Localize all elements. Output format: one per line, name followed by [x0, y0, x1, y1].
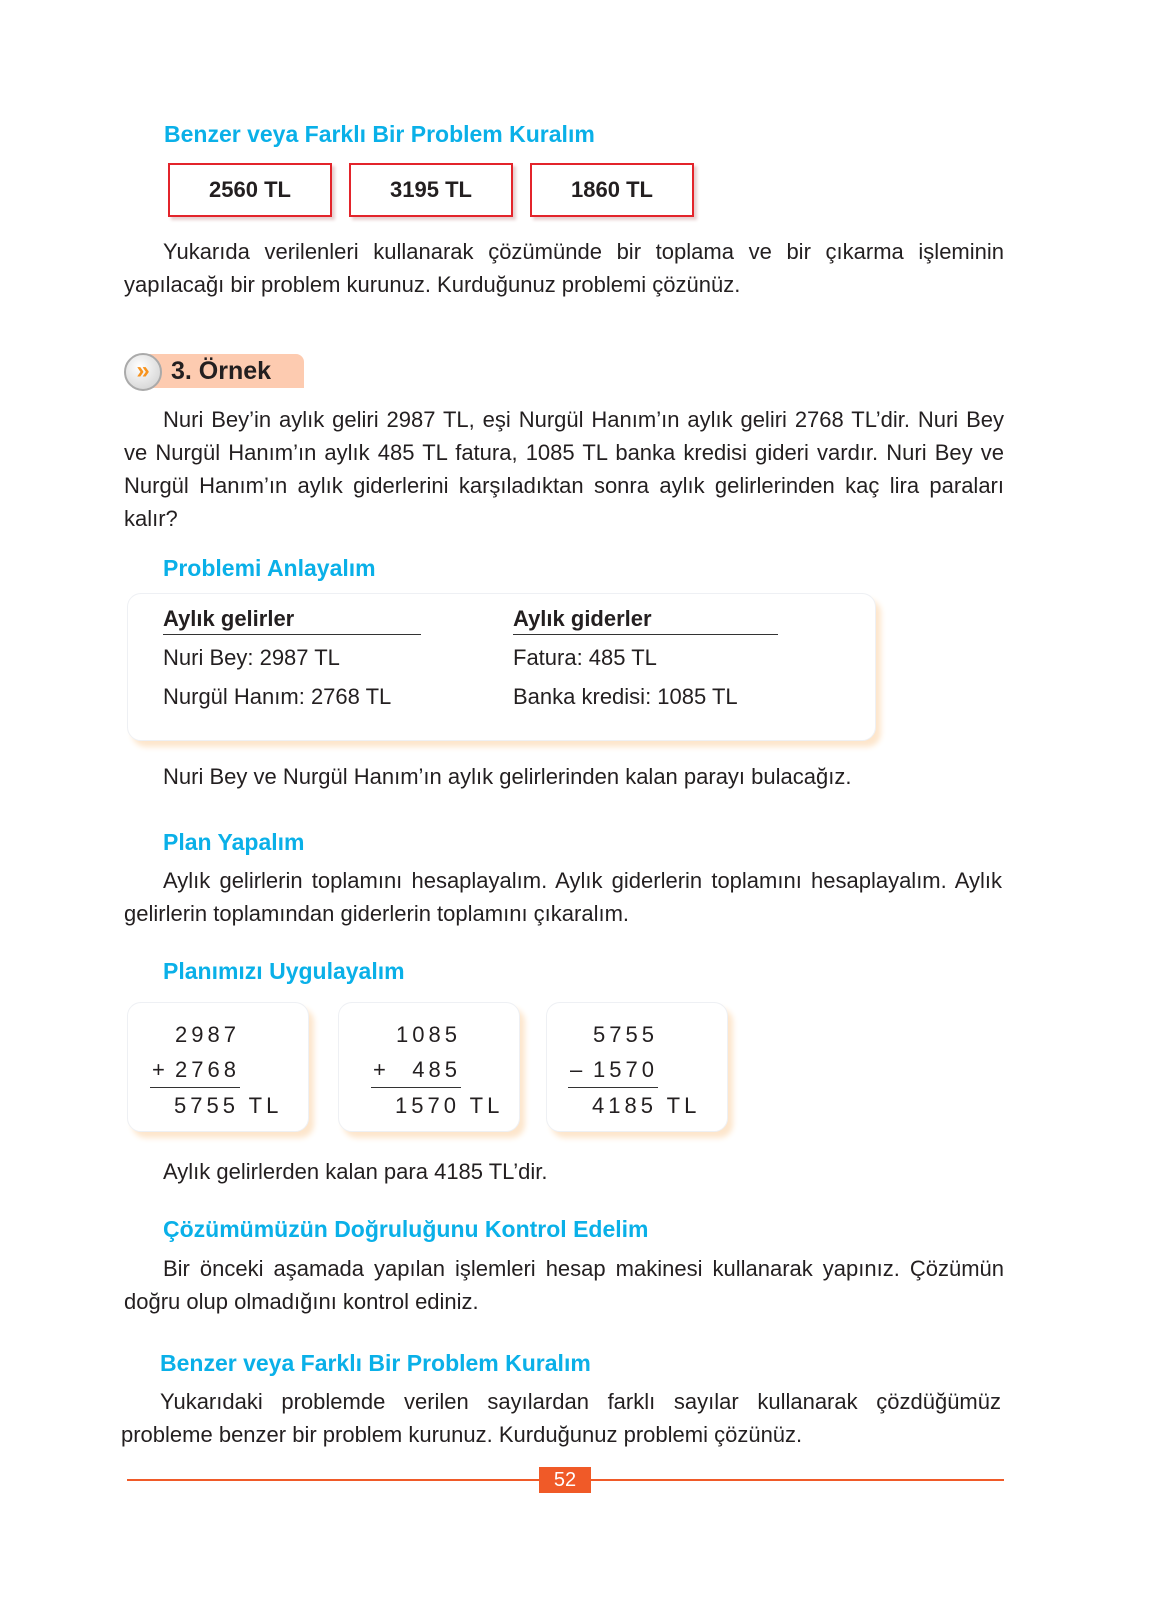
income-column — [163, 606, 421, 723]
result: 5755 TL — [150, 1087, 240, 1123]
plus-sign: + — [152, 1057, 169, 1082]
section-heading: Problemi Anlayalım — [163, 555, 376, 581]
result: 1570 TL — [371, 1087, 461, 1123]
section-heading: Plan Yapalım — [163, 829, 305, 855]
operation-card — [127, 1002, 309, 1132]
subtraction — [570, 1017, 701, 1123]
addition — [373, 1017, 504, 1123]
income-item: Nurgül Hanım: 2768 TL — [163, 684, 392, 709]
result: 4185 TL — [568, 1087, 658, 1123]
paragraph: Aylık gelirlerin toplamını hesaplayalım. Aylık giderlerin toplamını hesaplayalım. Aylık gelirlerin toplamından giderlerin toplamını çıkaralım. — [124, 868, 1002, 926]
paragraph: Yukarıda verilenleri kullanarak çözümünde bir toplama ve bir çıkarma işleminin yapılacağı bir problem kurunuz. Kurduğunuz problemi çözünüz. — [124, 239, 1004, 297]
operand: 1085 — [396, 1022, 461, 1047]
conclusion-text: Aylık gelirlerden kalan para 4185 TL’dir. — [163, 1159, 548, 1184]
expense-item: Fatura: 485 TL — [513, 645, 657, 670]
operation-card — [546, 1002, 728, 1132]
section-heading: Çözümümüzün Doğruluğunu Kontrol Edelim — [163, 1216, 649, 1242]
expense-column — [513, 606, 778, 723]
section-heading: Benzer veya Farklı Bir Problem Kuralım — [164, 121, 595, 147]
goal-text: Nuri Bey ve Nurgül Hanım’ın aylık gelirlerinden kalan parayı bulacağız. — [163, 764, 852, 789]
example-title: 3. Örnek — [171, 357, 272, 385]
amount-box: 1860 TL — [530, 163, 694, 217]
income-title: Aylık gelirler — [163, 606, 421, 635]
plus-sign: + — [373, 1057, 390, 1082]
section-heading: Benzer veya Farklı Bir Problem Kuralım — [160, 1350, 591, 1376]
expense-item: Banka kredisi: 1085 TL — [513, 684, 738, 709]
addition — [152, 1017, 283, 1123]
operand: 485 — [412, 1057, 461, 1082]
paragraph: Bir önceki aşamada yapılan işlemleri hesap makinesi kullanarak yapınız. Çözümün doğru olup olmadığını kontrol ediniz. — [124, 1256, 1004, 1314]
minus-sign: – — [570, 1057, 587, 1082]
page-number: 52 — [539, 1467, 591, 1493]
example-text: Nuri Bey’in aylık geliri 2987 TL, eşi Nurgül Hanım’ın aylık geliri 2768 TL’dir. Nuri Bey ve Nurgül Hanım’ın aylık 485 TL fatura, 1085 TL banka kredisi gideri vardır. Nuri Bey ve Nurgül Hanım’ın aylık giderlerini karşıladıktan sonra aylık gelirlerinden kaç lira paraları kalır? — [124, 407, 1004, 531]
expense-title: Aylık giderler — [513, 606, 778, 635]
example-badge — [124, 353, 304, 389]
double-chevron-icon: » — [124, 353, 162, 391]
amount-box: 3195 TL — [349, 163, 513, 217]
operation-card — [338, 1002, 520, 1132]
section-heading: Planımızı Uygulayalım — [163, 958, 405, 984]
operand: 2768 — [175, 1057, 240, 1082]
income-item: Nuri Bey: 2987 TL — [163, 645, 340, 670]
info-card — [127, 593, 876, 741]
paragraph: Yukarıdaki problemde verilen sayılardan farklı sayılar kullanarak çözdüğümüz probleme benzer bir problem kurunuz. Kurduğunuz problemi çözünüz. — [121, 1389, 1001, 1447]
operand: 2987 — [175, 1022, 240, 1047]
operand: 5755 — [593, 1022, 658, 1047]
operand: 1570 — [593, 1057, 658, 1082]
amount-box: 2560 TL — [168, 163, 332, 217]
